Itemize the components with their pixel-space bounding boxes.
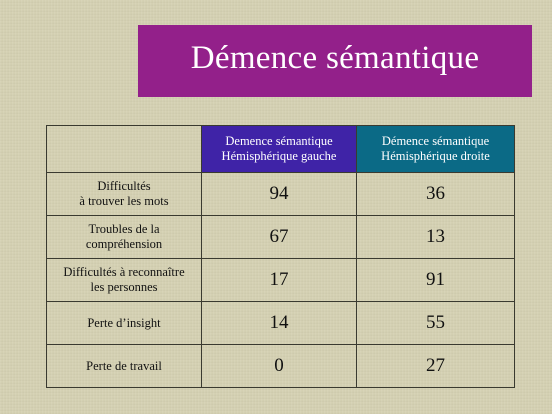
value-left: 67 [202,216,357,259]
table-row [47,216,515,259]
row-label-line: Troubles de la [88,222,160,236]
slide-title: Démence sémantique [190,39,480,76]
table-row [47,345,515,388]
value-left: 94 [202,173,357,216]
value-left: 14 [202,302,357,345]
row-label-line: Perte de travail [86,358,162,373]
row-label-line: Difficultés à reconnaître [63,265,185,279]
table-row [47,259,515,302]
value-left: 17 [202,259,357,302]
comparison-table [46,125,515,388]
row-label-insight [47,302,202,345]
row-label-work-loss [47,345,202,388]
table-header-row [47,126,515,173]
value-right: 91 [357,259,515,302]
header-right-line-1: Démence sémantique [381,134,490,148]
row-label-line: Perte d’insight [87,315,161,330]
row-label-line: compréhension [85,237,163,251]
row-label-comprehension [47,216,202,259]
row-label-line: à trouver les mots [79,194,169,208]
value-right: 27 [357,345,515,388]
table-row [47,173,515,216]
value-right: 36 [357,173,515,216]
header-left-hemisphere [202,126,357,173]
header-left-line-2: Hémisphérique gauche [221,149,337,163]
header-right-hemisphere [357,126,515,173]
row-label-line: Difficultés [97,179,151,193]
row-label-word-finding [47,173,202,216]
row-label-line: les personnes [90,280,158,294]
value-left: 0 [202,345,357,388]
table-row [47,302,515,345]
row-label-person-recognition [47,259,202,302]
header-left-line-1: Demence sémantique [225,134,333,148]
value-right: 13 [357,216,515,259]
value-right: 55 [357,302,515,345]
table-corner-cell [47,126,202,173]
title-banner [138,25,532,97]
header-right-line-2: Hémisphérique droite [381,149,490,163]
